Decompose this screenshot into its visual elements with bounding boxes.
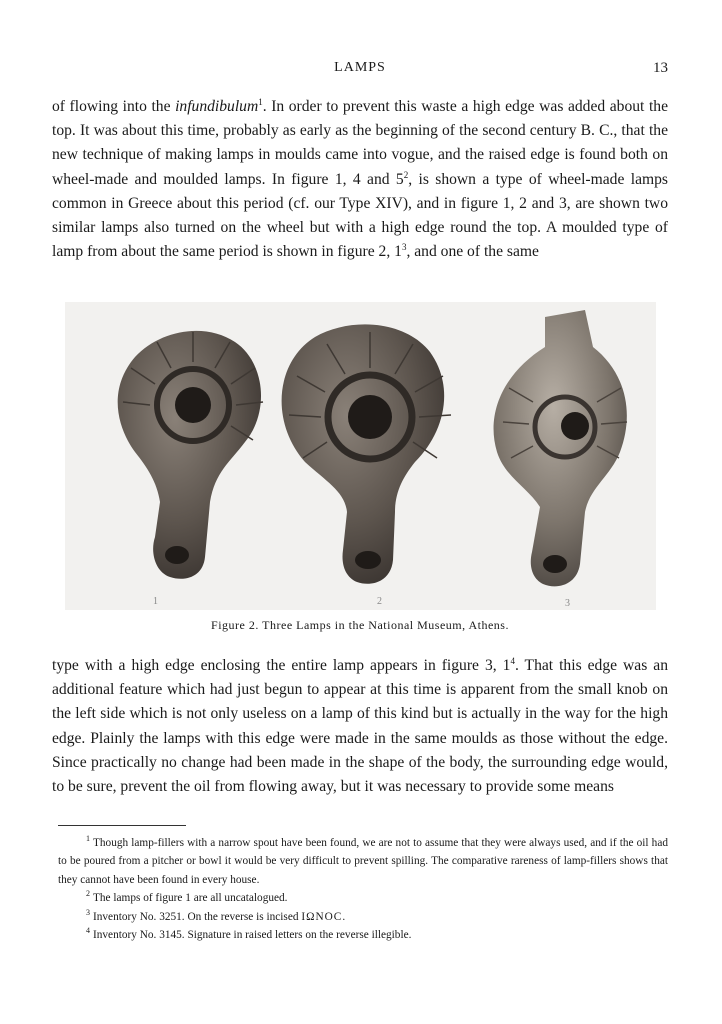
figure-label-3: 3 xyxy=(565,598,570,609)
lamp-3 xyxy=(494,310,627,586)
figure-caption: Figure 2. Three Lamps in the National Museum, Athens. xyxy=(211,618,509,632)
footnote-3: $^3$ Inventory No. 3251. On the reverse is incised IΩNOC. xyxy=(86,907,347,923)
lamp-1 xyxy=(118,331,263,579)
body-paragraph-1: of flowing into the infundibulum$^1$. In order to prevent this waste a high edge was added about the top. It was about this time, probably as early as the beginning of the second century B. C., that the new technique of making lamps in moulds came into vogue, and the raised edge is found both on wheel-made and moulded lamps. In figure 1, 4 and $5^2$, is shown a type of wheel-made lamps common in Greece about this period (cf. our Type XIV), and in figure 1, 2 and 3, are shown two similar lamps also turned on the wheel but with a high edge round the top. A moulded type of lamp from about the same period is shown in figure 2, $1^3$, and one of the same xyxy=(52,96,669,261)
figure-photo-three-lamps xyxy=(65,302,656,610)
footnote-4: $^4$ Inventory No. 3145. Signature in raised letters on the reverse illegible. xyxy=(86,926,412,942)
footnotes xyxy=(58,834,668,944)
greek-inscription: IΩNOC. xyxy=(301,910,347,923)
italic-term: infundibulum xyxy=(175,98,259,115)
lamp-2 xyxy=(282,324,451,583)
footnote-rule xyxy=(58,825,186,826)
footnote-ref-1[interactable]: 1 xyxy=(258,96,263,107)
footnote-1: $^1$ Though lamp-fillers with a narrow spout have been found, we are not to assume that they were always used, and if the oil had to be poured from a pitcher or bowl it would be very difficult to prevent spilling. The comparative rareness of lamp-fillers shows that they cannot have been found in every house. xyxy=(58,834,668,886)
footnote-ref-3[interactable]: 3 xyxy=(401,242,407,253)
footnote-ref-2[interactable]: 2 xyxy=(403,169,409,180)
page-number: 13 xyxy=(653,60,668,76)
lamps-illustration xyxy=(65,302,656,610)
page-header xyxy=(52,60,668,82)
footnote-2: $^2$ The lamps of figure 1 are all uncatalogued. xyxy=(86,889,288,905)
body-paragraph-2: type with a high edge enclosing the entire lamp appears in figure 3, $1^4$. That this edge was an additional feature which had just begun to appear at this time is apparent from the small knob on the left side which is not only useless on a lamp of this kind but is actually in the way for the high edge. Plainly the lamps with this edge were made in the same moulds as those without the edge. Since practically no change had been made in the shape of the body, the surrounding edge would, to be sure, prevent the oil from flowing away, but it was necessary to provide some means xyxy=(52,655,668,796)
footnote-ref-4[interactable]: 4 xyxy=(510,655,515,666)
figure-label-2: 2 xyxy=(377,596,382,607)
figure-label-1: 1 xyxy=(153,596,158,607)
running-head: LAMPS xyxy=(334,60,386,75)
